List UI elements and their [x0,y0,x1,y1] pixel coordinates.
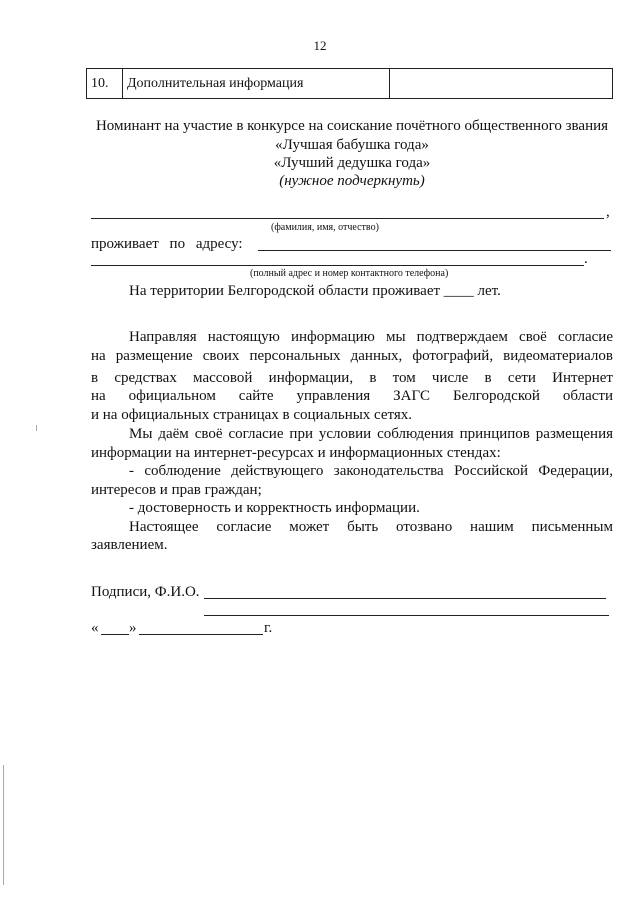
years-blank[interactable]: ____ [443,283,474,299]
consent-p2-line2: информации на интернет-ресурсах и информационных стендах: [91,445,501,461]
consent-p1-line1: Направляя настоящую информацию мы подтверждаем своё согласие [129,329,613,345]
consent-p3-line1: Настоящее согласие может быть отозвано нашим письменным [129,519,613,535]
page-number: 12 [313,38,327,53]
date-month-year-blank[interactable] [139,634,263,635]
address-caption: (полный адрес и номер контактного телефона) [250,268,449,279]
name-comma: , [606,204,610,220]
scan-edge-mark [3,765,4,885]
table-row [87,69,613,99]
consent-p2-line5: - достоверность и корректность информации. [129,500,420,516]
address-dot: . [584,251,588,267]
consent-p3-line2: заявлением. [91,537,168,553]
address-field-line-2[interactable] [91,265,584,266]
address-label: проживает по адресу: [91,236,243,252]
consent-p1-line3: в средствах массовой информации, в том числе в сети Интернет [91,370,613,386]
consent-p1-line2: на размещение своих персональных данных, фотографий, видеоматериалов [91,348,613,364]
date-open-quote: « [91,620,99,636]
residence-line [129,283,501,300]
consent-p2-line3: - соблюдение действующего законодательства Российской Федерации, [129,463,613,479]
scan-speck [36,425,37,431]
signature-label: Подписи, Ф.И.О. [91,584,200,600]
signature-line-2[interactable] [204,615,609,616]
years-suffix: лет. [477,283,501,299]
consent-p1-line4: на официальном сайте управления ЗАГС Белгородской области [91,388,613,404]
underline-hint: (нужное подчеркнуть) [279,173,425,189]
date-day-blank[interactable] [101,634,129,635]
consent-p2-line4: интересов и прав граждан; [91,482,262,498]
address-field-line-1[interactable] [258,250,611,251]
name-field-line[interactable] [91,218,604,219]
residence-text: На территории Белгородской области проживает [129,283,441,299]
row-number-cell: 10. [87,69,123,99]
info-table [86,68,613,99]
year-suffix: г. [264,620,273,636]
consent-p1-line5: и на официальных страницах в социальных сетях. [91,407,413,423]
title-grandfather: «Лучший дедушка года» [273,155,431,171]
consent-p2-line1: Мы даём своё согласие при условии соблюдения принципов размещения [129,426,613,442]
date-close-quote: » [129,620,137,636]
row-label-cell: Дополнительная информация [123,69,390,99]
row-value-cell[interactable] [390,69,613,99]
title-grandmother: «Лучшая бабушка года» [275,137,429,153]
nominee-heading: Номинант на участие в конкурсе на соискание почётного общественного звания [95,118,609,134]
signature-line-1[interactable] [204,598,606,599]
name-caption: (фамилия, имя, отчество) [271,222,379,233]
